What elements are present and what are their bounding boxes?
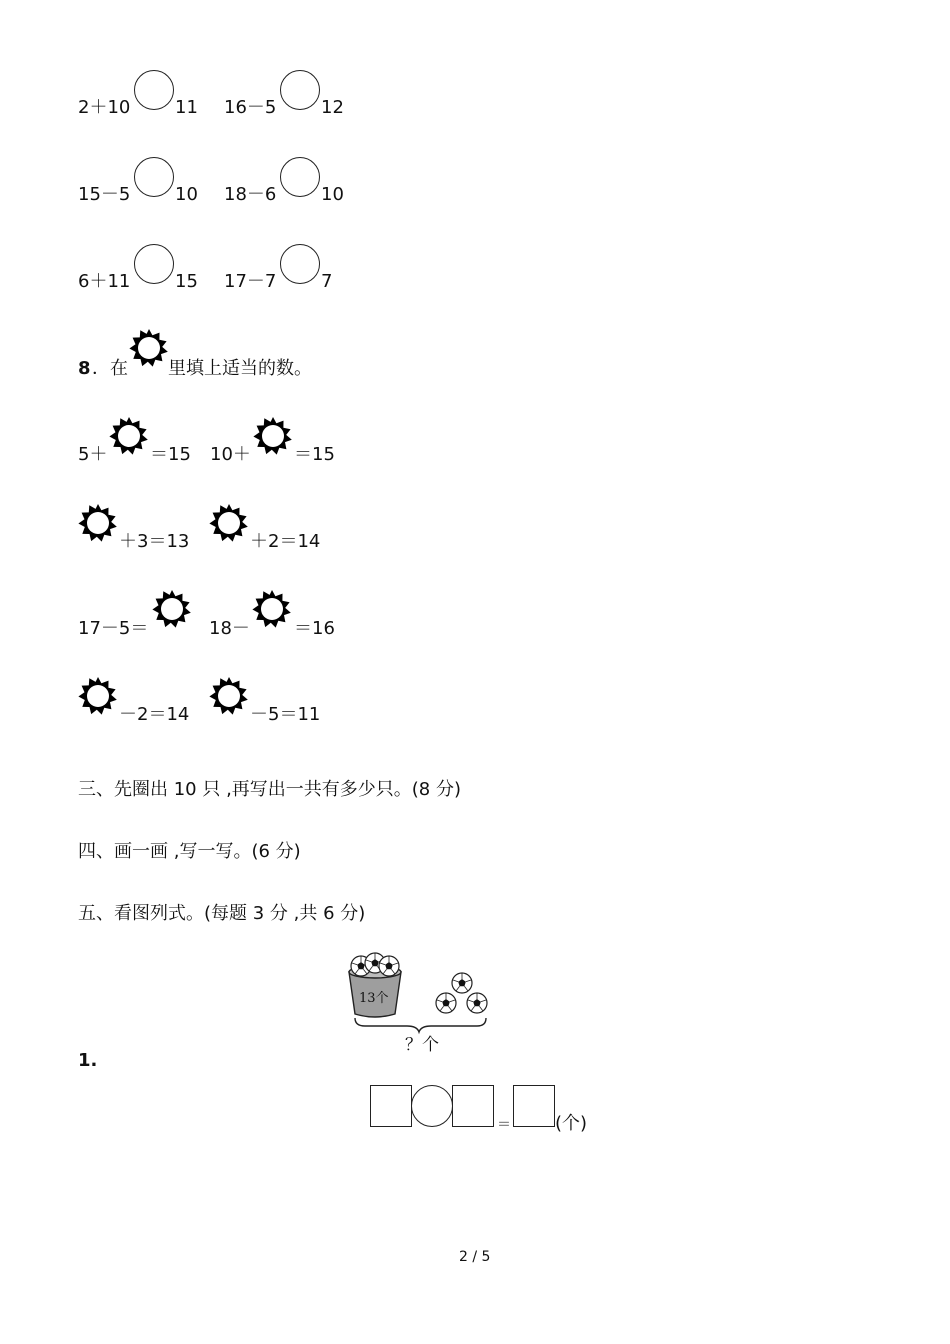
answer-circle[interactable] — [280, 244, 320, 284]
equation-text: ＝15 — [150, 444, 191, 465]
equation-text: －5＝11 — [250, 704, 321, 725]
basket-balls-illustration — [343, 952, 491, 1056]
expr-left: 6＋11 — [78, 271, 131, 292]
operator-circle[interactable] — [411, 1085, 453, 1127]
expr-right: 15 — [175, 271, 198, 292]
answer-circle[interactable] — [134, 70, 174, 110]
sun-icon — [129, 328, 169, 368]
expr-right: 7 — [321, 271, 333, 292]
equation-text: 18－ — [209, 618, 250, 639]
expr-left: 15－5 — [78, 184, 131, 205]
equals-sign: ＝ — [497, 1117, 511, 1133]
unit-label: (个) — [555, 1113, 588, 1134]
equation-text: 5＋ — [78, 444, 108, 465]
answer-box[interactable] — [370, 1085, 412, 1127]
answer-circle[interactable] — [134, 157, 174, 197]
equation-text: 17－5＝ — [78, 618, 149, 639]
section-5-heading: 五、看图列式。(每题 3 分 ,共 6 分) — [78, 903, 366, 924]
expr-left: 17－7 — [224, 271, 277, 292]
sun-icon[interactable] — [152, 589, 192, 629]
sun-icon[interactable] — [209, 676, 249, 716]
sun-icon[interactable] — [209, 503, 249, 543]
question-prefix: ．在 — [92, 358, 128, 379]
expr-left: 16－5 — [224, 97, 277, 118]
section-4-heading: 四、画一画 ,写一写。(6 分) — [78, 841, 301, 862]
answer-box[interactable] — [452, 1085, 494, 1127]
question-label: ？个 — [405, 1035, 439, 1055]
basket-label: 13个 — [359, 991, 389, 1006]
expr-right: 11 — [175, 97, 198, 118]
section-3-heading: 三、先圈出 10 只 ,再写出一共有多少只。(8 分) — [78, 779, 462, 800]
equation-text: ＝16 — [294, 618, 335, 639]
equation-text: ＝15 — [294, 444, 335, 465]
equation-text: ＋3＝13 — [119, 531, 190, 552]
expr-right: 10 — [175, 184, 198, 205]
sun-icon[interactable] — [252, 589, 292, 629]
equation-text: －2＝14 — [119, 704, 190, 725]
answer-box[interactable] — [513, 1085, 555, 1127]
problem-illustration — [343, 952, 491, 1056]
expr-left: 18－6 — [224, 184, 277, 205]
question-number: 8 — [78, 358, 91, 379]
sun-icon[interactable] — [253, 416, 293, 456]
expr-left: 2＋10 — [78, 97, 131, 118]
question-instruction: 里填上适当的数。 — [168, 358, 312, 379]
answer-circle[interactable] — [280, 70, 320, 110]
sun-icon[interactable] — [78, 503, 118, 543]
answer-circle[interactable] — [280, 157, 320, 197]
sun-icon[interactable] — [78, 676, 118, 716]
equation-text: ＋2＝14 — [250, 531, 321, 552]
equation-text: 10＋ — [210, 444, 251, 465]
answer-circle[interactable] — [134, 244, 174, 284]
page-number: 2 / 5 — [459, 1249, 491, 1265]
problem-number: 1. — [78, 1050, 98, 1071]
expr-right: 12 — [321, 97, 344, 118]
sun-icon[interactable] — [109, 416, 149, 456]
expr-right: 10 — [321, 184, 344, 205]
